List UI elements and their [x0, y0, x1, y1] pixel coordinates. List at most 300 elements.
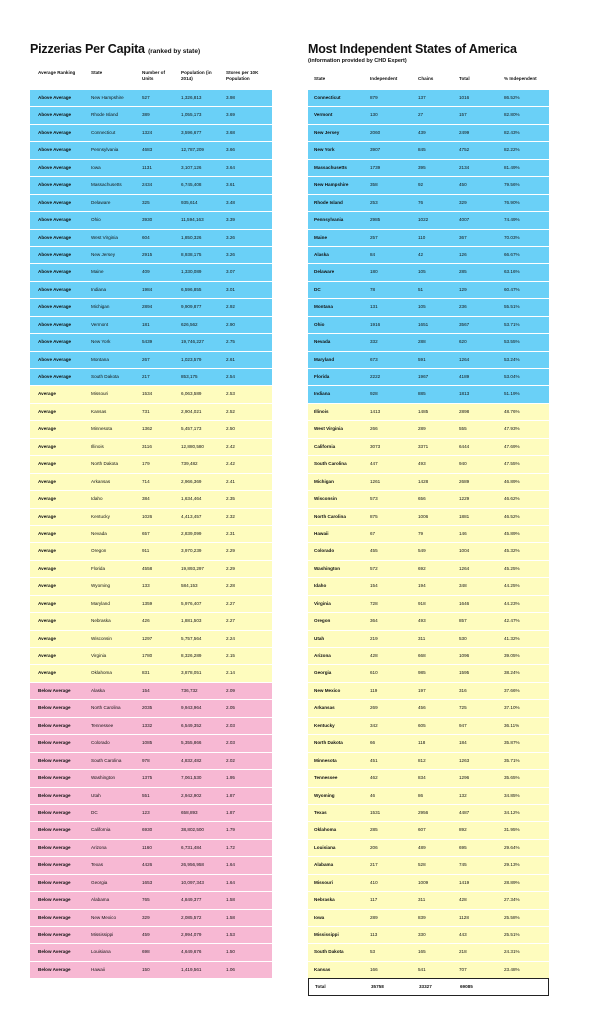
table-row	[308, 561, 549, 578]
ranking-cell: Above Average	[38, 199, 72, 205]
total-cell: 126	[459, 251, 467, 257]
total-cell: 745	[459, 862, 467, 868]
stores-cell: 2.27	[226, 618, 235, 624]
table-row	[30, 631, 272, 648]
units-cell: 1026	[142, 513, 153, 519]
population-cell: 2,994,079	[181, 932, 202, 937]
total-cell: 6444	[459, 443, 470, 449]
population-cell: 26,956,958	[181, 862, 204, 868]
population-cell: 5,355,866	[181, 740, 202, 746]
independent-cell: 67	[370, 530, 376, 536]
units-cell: 911	[142, 548, 150, 554]
state-cell: Oregon	[314, 618, 331, 624]
table-row	[308, 944, 549, 961]
total-cell: 2499	[459, 129, 470, 135]
population-cell: 5,757,564	[181, 635, 202, 641]
total-cell: 3567	[459, 321, 470, 327]
stores-cell: 2.03	[226, 740, 235, 746]
ranking-cell: Below Average	[38, 740, 71, 746]
table-row	[308, 910, 549, 927]
stores-cell: 1.72	[226, 844, 235, 850]
state-cell: Indiana	[314, 391, 331, 397]
chains-cell: 311	[418, 635, 426, 641]
total-cell: 940	[459, 461, 467, 467]
units-cell: 657	[142, 530, 150, 536]
chains-cell: 105	[418, 304, 426, 310]
population-cell: 935,614	[181, 199, 198, 205]
pct-cell: 63.16%	[504, 269, 520, 275]
units-cell: 123	[142, 809, 150, 815]
chains-cell: 1006	[418, 513, 429, 519]
state-cell: Iowa	[91, 164, 101, 170]
table-row	[30, 352, 272, 369]
table-row	[30, 875, 272, 892]
state-cell: Wyoming	[314, 792, 335, 798]
stores-cell: 3.98	[226, 95, 235, 100]
units-cell: 5439	[142, 339, 153, 345]
table-row	[308, 578, 549, 595]
state-cell: South Dakota	[314, 949, 344, 955]
table-row	[30, 386, 272, 403]
table-row	[30, 439, 272, 456]
state-cell: Connecticut	[91, 129, 116, 135]
total-cell: 695	[459, 844, 467, 850]
chains-cell: 86	[418, 792, 424, 798]
total-cell: 4752	[459, 147, 470, 153]
state-cell: West Virginia	[91, 234, 118, 240]
state-cell: DC	[91, 809, 98, 815]
total-cell: 4487	[459, 809, 470, 815]
chains-cell: 51	[418, 286, 424, 292]
state-cell: Hawaii	[91, 966, 105, 972]
pct-cell: 47.55%	[504, 461, 520, 467]
table-row	[308, 177, 549, 194]
independent-cell: 46	[370, 792, 376, 798]
independent-cell: 428	[370, 653, 378, 658]
population-cell: 4,849,377	[181, 897, 202, 903]
chains-cell: 105	[418, 269, 426, 275]
units-cell: 1085	[142, 740, 153, 746]
chains-cell: 541	[418, 966, 426, 972]
state-cell: Alaska	[91, 687, 105, 693]
table-row	[308, 439, 549, 456]
ranking-cell: Above Average	[38, 251, 72, 257]
independent-cell: 610	[370, 670, 378, 676]
population-cell: 6,731,484	[181, 844, 202, 850]
state-cell: Texas	[91, 862, 103, 868]
population-cell: 658,893	[181, 809, 198, 815]
pct-cell: 37.66%	[504, 687, 520, 693]
ranking-cell: Below Average	[38, 827, 71, 833]
table-row	[308, 683, 549, 700]
right-rows	[308, 90, 549, 979]
units-cell: 459	[142, 932, 150, 937]
stores-cell: 3.26	[226, 234, 235, 240]
pct-cell: 51.19%	[504, 391, 520, 397]
units-cell: 1332	[142, 722, 153, 728]
pct-cell: 24.31%	[504, 949, 520, 955]
pct-cell: 35.87%	[504, 740, 520, 746]
state-cell: New Hampshire	[314, 182, 349, 188]
state-cell: Tennessee	[314, 775, 338, 781]
state-cell: Maryland	[314, 356, 335, 362]
state-cell: California	[91, 827, 111, 833]
population-cell: 626,562	[181, 321, 198, 327]
state-cell: Arkansas	[314, 705, 335, 711]
table-row	[308, 962, 549, 979]
independent-cell: 879	[370, 95, 378, 100]
total-cell: 1881	[459, 513, 470, 519]
table-row	[308, 142, 549, 159]
state-cell: Montana	[91, 356, 109, 362]
table-row	[30, 927, 272, 944]
table-row	[308, 700, 549, 717]
independent-cell: 180	[370, 269, 378, 275]
stores-cell: 2.35	[226, 496, 235, 502]
state-cell: Michigan	[91, 304, 110, 310]
state-cell: Louisiana	[91, 949, 111, 955]
table-row	[30, 857, 272, 874]
independent-cell: 928	[370, 391, 378, 397]
pct-cell: 27.34%	[504, 897, 520, 903]
population-cell: 1,023,579	[181, 356, 202, 362]
table-row	[30, 369, 272, 386]
table-row	[30, 543, 272, 560]
total-cell: 1263	[459, 757, 470, 763]
stores-cell: 2.42	[226, 443, 235, 449]
pct-cell: 23.48%	[504, 966, 520, 972]
independent-cell: 257	[370, 234, 378, 240]
chains-cell: 3371	[418, 443, 429, 449]
chains-cell: 656	[418, 496, 426, 502]
ranking-cell: Below Average	[38, 722, 71, 728]
units-cell: 1984	[142, 286, 153, 292]
total-cell: 157	[459, 112, 467, 118]
state-cell: Washington	[314, 565, 341, 571]
pct-cell: 66.67%	[504, 251, 520, 257]
independent-cell: 1413	[370, 408, 381, 414]
total-cell: 129	[459, 286, 467, 292]
state-cell: Massachusetts	[314, 164, 347, 170]
stores-cell: 2.41	[226, 478, 235, 484]
state-cell: Alabama	[91, 897, 110, 903]
ranking-cell: Below Average	[38, 966, 71, 972]
table-row	[308, 421, 549, 438]
state-cell: New Mexico	[91, 914, 117, 920]
table-row	[30, 247, 272, 264]
chains-cell: 605	[418, 722, 426, 728]
pct-cell: 42.47%	[504, 618, 520, 624]
right-subtitle: (information provided by CHD Expert)	[308, 58, 407, 64]
pct-cell: 45.89%	[504, 530, 520, 536]
stores-cell: 2.31	[226, 530, 235, 536]
ranking-cell: Above Average	[38, 304, 72, 310]
table-row	[308, 160, 549, 177]
units-cell: 1131	[142, 164, 152, 170]
chains-cell: 42	[418, 251, 424, 257]
chains-cell: 885	[418, 391, 426, 397]
pct-cell: 41.32%	[504, 635, 520, 641]
table-row	[308, 927, 549, 944]
independent-cell: 285	[370, 827, 378, 833]
ranking-cell: Average	[38, 478, 56, 484]
pct-cell: 47.93%	[504, 426, 520, 432]
population-cell: 584,153	[181, 583, 198, 589]
population-cell: 38,802,500	[181, 827, 204, 833]
chains-cell: 489	[418, 844, 426, 850]
table-row	[30, 578, 272, 595]
total-cell: 132	[459, 792, 467, 798]
state-cell: South Carolina	[314, 461, 347, 467]
chains-cell: 839	[418, 914, 426, 920]
table-row	[308, 631, 549, 648]
table-row	[308, 509, 549, 526]
chains-cell: 395	[418, 164, 426, 170]
units-cell: 154	[142, 687, 150, 693]
independent-cell: 875	[370, 513, 378, 519]
chains-cell: 110	[418, 234, 426, 240]
table-row	[308, 386, 549, 403]
total-cell: 4189	[459, 374, 470, 379]
total-cell: 857	[459, 618, 467, 624]
population-cell: 1,881,503	[181, 618, 202, 624]
table-row	[308, 718, 549, 735]
units-cell: 181	[142, 321, 150, 327]
stores-cell: 3.48	[226, 199, 235, 205]
ranking-cell: Below Average	[38, 862, 71, 868]
pct-cell: 34.85%	[504, 792, 520, 798]
table-row	[308, 840, 549, 857]
state-cell: Louisiana	[314, 844, 336, 850]
chains-cell: 834	[418, 775, 426, 781]
population-cell: 11,594,163	[181, 217, 204, 223]
ranking-cell: Average	[38, 635, 56, 641]
stores-cell: 2.54	[226, 374, 235, 379]
chains-cell: 549	[418, 548, 426, 554]
state-cell: South Carolina	[91, 757, 122, 763]
state-cell: Rhode Island	[91, 112, 119, 118]
independent-cell: 462	[370, 775, 378, 781]
ranking-cell: Below Average	[38, 792, 71, 798]
total-label: Total	[315, 984, 326, 989]
table-row	[308, 107, 549, 124]
independent-cell: 119	[370, 687, 378, 693]
ranking-cell: Average	[38, 461, 56, 467]
pct-cell: 82.80%	[504, 112, 520, 118]
header-state: State	[314, 76, 326, 81]
pct-cell: 29.13%	[504, 862, 520, 868]
chains-cell: 194	[418, 583, 426, 589]
state-cell: Wyoming	[91, 583, 111, 589]
ranking-cell: Above Average	[38, 147, 72, 153]
state-cell: Wisconsin	[91, 635, 112, 641]
total-cell: 1296	[459, 775, 470, 781]
units-cell: 551	[142, 792, 150, 798]
independent-cell: 84	[370, 251, 376, 257]
state-cell: Delaware	[314, 269, 335, 275]
table-row	[30, 770, 272, 787]
chains-cell: 311	[418, 897, 426, 903]
ranking-cell: Average	[38, 408, 56, 414]
total-cell: 236	[459, 304, 467, 310]
ranking-cell: Above Average	[38, 217, 72, 223]
table-row	[30, 491, 272, 508]
stores-cell: 2.27	[226, 600, 235, 606]
state-cell: Idaho	[91, 496, 103, 502]
units-cell: 2434	[142, 182, 153, 188]
table-row	[30, 735, 272, 752]
state-cell: Alaska	[314, 251, 329, 257]
table-row	[30, 805, 272, 822]
population-cell: 739,482	[181, 461, 198, 467]
units-cell: 384	[142, 496, 150, 502]
chains-cell: 1651	[418, 321, 429, 327]
table-row	[30, 613, 272, 630]
chains-cell: 197	[418, 687, 426, 693]
stores-cell: 1.06	[226, 966, 235, 972]
total-cell: 316	[459, 687, 467, 693]
total-cell: 285	[459, 269, 467, 275]
left-title	[30, 42, 200, 56]
pct-cell: 37.10%	[504, 705, 520, 711]
ranking-cell: Average	[38, 530, 56, 536]
stores-cell: 2.92	[226, 304, 235, 310]
state-cell: Vermont	[314, 112, 333, 118]
pct-cell: 34.12%	[504, 809, 520, 815]
units-cell: 409	[142, 269, 150, 275]
state-cell: Nevada	[314, 339, 331, 345]
state-cell: Illinois	[314, 408, 329, 414]
total-cell: 428	[459, 897, 467, 903]
state-cell: South Dakota	[91, 374, 119, 379]
table-row	[308, 822, 549, 839]
total-cell: 1646	[459, 600, 470, 606]
stores-cell: 3.64	[226, 164, 235, 170]
independent-cell: 206	[370, 844, 378, 850]
pct-cell: 47.69%	[504, 443, 520, 449]
total-cell: 707	[459, 966, 467, 972]
table-row	[308, 596, 549, 613]
stores-cell: 3.07	[226, 269, 235, 275]
stores-cell: 2.29	[226, 565, 235, 571]
independent-cell: 455	[370, 548, 378, 554]
table-row	[308, 195, 549, 212]
state-cell: Connecticut	[314, 95, 341, 100]
ranking-cell: Above Average	[38, 234, 72, 240]
pct-cell: 53.71%	[504, 321, 520, 327]
table-row	[30, 474, 272, 491]
table-row	[30, 892, 272, 909]
table-row	[308, 805, 549, 822]
chains-cell: 456	[418, 705, 426, 711]
header-units: Number of Units	[142, 70, 165, 81]
population-cell: 10,097,343	[181, 879, 204, 885]
ranking-cell: Below Average	[38, 914, 71, 920]
stores-cell: 2.52	[226, 408, 235, 414]
ranking-cell: Average	[38, 513, 56, 519]
ranking-cell: Below Average	[38, 687, 71, 693]
table-row	[30, 962, 272, 979]
units-cell: 698	[142, 949, 150, 955]
total-cell: 1016	[459, 95, 470, 100]
population-cell: 3,970,239	[181, 548, 202, 554]
table-row	[30, 456, 272, 473]
state-cell: Pennsylvania	[91, 147, 119, 153]
stores-cell: 2.50	[226, 426, 235, 432]
units-cell: 325	[142, 199, 150, 205]
ranking-cell: Above Average	[38, 95, 72, 100]
total-chains: 33327	[419, 984, 432, 989]
population-cell: 2,942,902	[181, 792, 202, 798]
state-cell: Utah	[91, 792, 101, 798]
state-cell: Virginia	[91, 653, 107, 658]
independent-cell: 410	[370, 879, 378, 885]
state-cell: Florida	[314, 374, 330, 379]
population-cell: 1,419,561	[181, 966, 202, 972]
total-cell: 1595	[459, 670, 470, 676]
total-cell: 218	[459, 949, 467, 955]
state-cell: Kansas	[91, 408, 107, 414]
left-rows	[30, 90, 272, 979]
table-row	[30, 142, 272, 159]
independent-cell: 53	[370, 949, 376, 955]
table-row	[308, 491, 549, 508]
population-cell: 4,649,676	[181, 949, 202, 955]
state-cell: Oklahoma	[314, 827, 337, 833]
state-cell: Colorado	[314, 548, 335, 554]
independent-cell: 1916	[370, 321, 381, 327]
state-cell: Ohio	[91, 217, 101, 223]
ranking-cell: Average	[38, 443, 56, 449]
units-cell: 6930	[142, 827, 153, 833]
population-cell: 853,175	[181, 374, 198, 379]
table-row	[30, 177, 272, 194]
state-cell: Utah	[314, 635, 325, 641]
table-row	[308, 317, 549, 334]
state-cell: Arkansas	[91, 478, 111, 484]
total-cell: 555	[459, 426, 467, 432]
pct-cell: 44.23%	[504, 600, 520, 606]
total-cell: 443	[459, 932, 467, 937]
units-cell: 133	[142, 583, 150, 589]
pct-cell: 35.71%	[504, 757, 520, 763]
pct-cell: 70.03%	[504, 234, 520, 240]
state-cell: North Dakota	[314, 740, 343, 746]
state-cell: Florida	[91, 565, 106, 571]
table-row	[30, 299, 272, 316]
stores-cell: 1.79	[226, 827, 235, 833]
ranking-cell: Below Average	[38, 757, 71, 763]
units-cell: 527	[142, 95, 150, 100]
pct-cell: 53.24%	[504, 356, 520, 362]
header-independent: Independent	[370, 76, 398, 81]
total-cell: 4007	[459, 217, 470, 223]
pct-cell: 60.47%	[504, 286, 520, 292]
chains-cell: 845	[418, 147, 426, 153]
right-title: Most Independent States of America	[308, 42, 517, 56]
state-cell: Hawaii	[314, 530, 329, 536]
table-row	[308, 125, 549, 142]
state-cell: Massachusetts	[91, 182, 122, 188]
table-row	[30, 195, 272, 212]
chains-cell: 1022	[418, 217, 429, 223]
header-ranking: Average Ranking	[38, 70, 76, 75]
population-cell: 1,055,173	[181, 112, 202, 118]
chains-cell: 607	[418, 827, 426, 833]
population-cell: 7,061,530	[181, 775, 202, 781]
total-cell: 1229	[459, 496, 470, 502]
table-row	[308, 875, 549, 892]
